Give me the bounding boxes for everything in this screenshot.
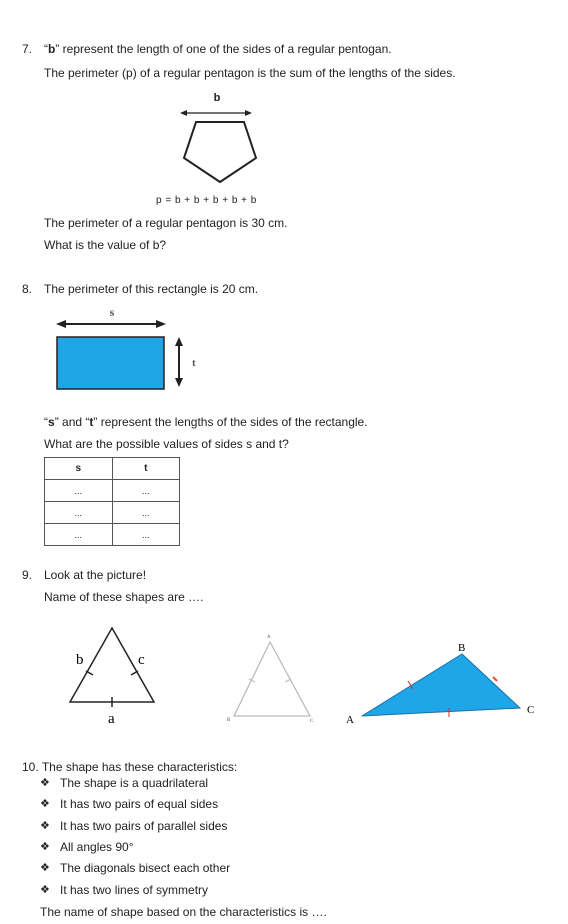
- table-header-t: t: [112, 458, 180, 480]
- q9-line2: Name of these shapes are ….: [44, 590, 204, 604]
- q8-line1: The perimeter of this rectangle is 20 cm.: [44, 282, 259, 296]
- q10-number: 10.: [22, 760, 39, 774]
- table-cell: ...: [45, 524, 113, 546]
- pentagon-label-b: b: [213, 92, 221, 104]
- bullet-icon: ❖: [40, 777, 50, 789]
- triangle-3-label-c: C: [527, 704, 535, 716]
- q10-bullet-1: The shape is a quadrilateral: [60, 776, 209, 790]
- q9-number: 9.: [22, 568, 33, 582]
- q8-quote1: “: [44, 415, 48, 429]
- q10-bullet-4: All angles 90°: [60, 840, 134, 854]
- bullet-icon: ❖: [40, 820, 50, 832]
- q9-line1: Look at the picture!: [44, 568, 147, 582]
- rect-s-arrow-left: [56, 320, 66, 328]
- q7-line3: The perimeter of a regular pentagon is 30 cm.: [44, 216, 288, 230]
- triangle-1-label-c: c: [138, 652, 145, 668]
- rect-label-t: t: [192, 357, 196, 369]
- q7-number: 7.: [22, 42, 33, 56]
- pentagon-arrow-right: [245, 110, 252, 116]
- rect-t-arrow-down: [175, 378, 183, 387]
- table-cell: ...: [112, 502, 180, 524]
- q10-last-line: The name of shape based on the characteristics is ….: [40, 905, 327, 919]
- q10-bullet-6: It has two lines of symmetry: [60, 883, 209, 897]
- triangle-2-label-c: C: [310, 719, 314, 724]
- pentagon-arrow-left: [180, 110, 187, 116]
- triangle-3-label-a: A: [346, 714, 354, 726]
- bullet-icon: ❖: [40, 884, 50, 896]
- q7-line2: The perimeter (p) of a regular pentagon is the sum of the lengths of the sides.: [44, 66, 456, 80]
- triangle-3-label-b: B: [458, 642, 466, 654]
- q10-line1-text: The shape has these characteristics:: [41, 760, 238, 774]
- table-row: [45, 524, 180, 546]
- bullet-icon: ❖: [40, 841, 50, 853]
- table-cell: ...: [45, 502, 113, 524]
- triangle-2-shape: [234, 642, 310, 716]
- triangle-3-shape: [362, 654, 520, 716]
- table-row: [45, 502, 180, 524]
- table-cell: ...: [45, 480, 113, 502]
- triangle-3-tick-right: [493, 677, 497, 681]
- q8-line3: What are the possible values of sides s and t?: [44, 437, 289, 451]
- q8-mid: ” and “: [54, 415, 90, 429]
- q7-line1: [44, 42, 392, 56]
- q10-bullet-3: It has two pairs of parallel sides: [60, 819, 228, 833]
- triangle-1-label-a: a: [108, 711, 115, 727]
- q7-formula: p = b + b + b + b + b: [156, 195, 257, 206]
- triangle-1-label-b: b: [76, 652, 84, 668]
- q7-open-quote: “: [44, 42, 48, 56]
- triangle-3-figure: [340, 640, 545, 730]
- st-table: [44, 457, 180, 546]
- triangle-2-figure: [222, 630, 332, 725]
- q8-number: 8.: [22, 282, 33, 296]
- q10-line1: [22, 760, 237, 774]
- q8-line2: [44, 415, 368, 429]
- bullet-icon: ❖: [40, 862, 50, 874]
- table-cell: ...: [112, 480, 180, 502]
- triangle-1-figure: [62, 624, 172, 729]
- rectangle-figure: [56, 300, 206, 396]
- q10-bullet-2: It has two pairs of equal sides: [60, 797, 219, 811]
- bullet-icon: ❖: [40, 798, 50, 810]
- rectangle-shape: [57, 337, 164, 389]
- q8-s-bold: s: [48, 415, 55, 429]
- q8-t-bold: t: [89, 415, 94, 429]
- q8-line2-rest: ” represent the lengths of the sides of the rectangle.: [93, 415, 368, 429]
- pentagon-figure: [176, 88, 266, 188]
- rect-t-arrow-up: [175, 337, 183, 346]
- table-row: [45, 480, 180, 502]
- triangle-2-label-b: B: [227, 718, 231, 723]
- table-cell: ...: [112, 524, 180, 546]
- rect-s-arrow-right: [156, 320, 166, 328]
- triangle-2-label-a: A: [267, 635, 271, 640]
- table-header-row: [45, 458, 180, 480]
- q10-bullet-5: The diagonals bisect each other: [60, 861, 231, 875]
- rect-label-s: s: [109, 305, 115, 319]
- q7-line4: What is the value of b?: [44, 238, 167, 252]
- q7-b-bold: b: [48, 42, 56, 56]
- pentagon-shape: [184, 122, 256, 182]
- q7-line1-rest: ” represent the length of one of the sides of a regular pentogan.: [55, 42, 392, 56]
- table-header-s: s: [45, 458, 113, 480]
